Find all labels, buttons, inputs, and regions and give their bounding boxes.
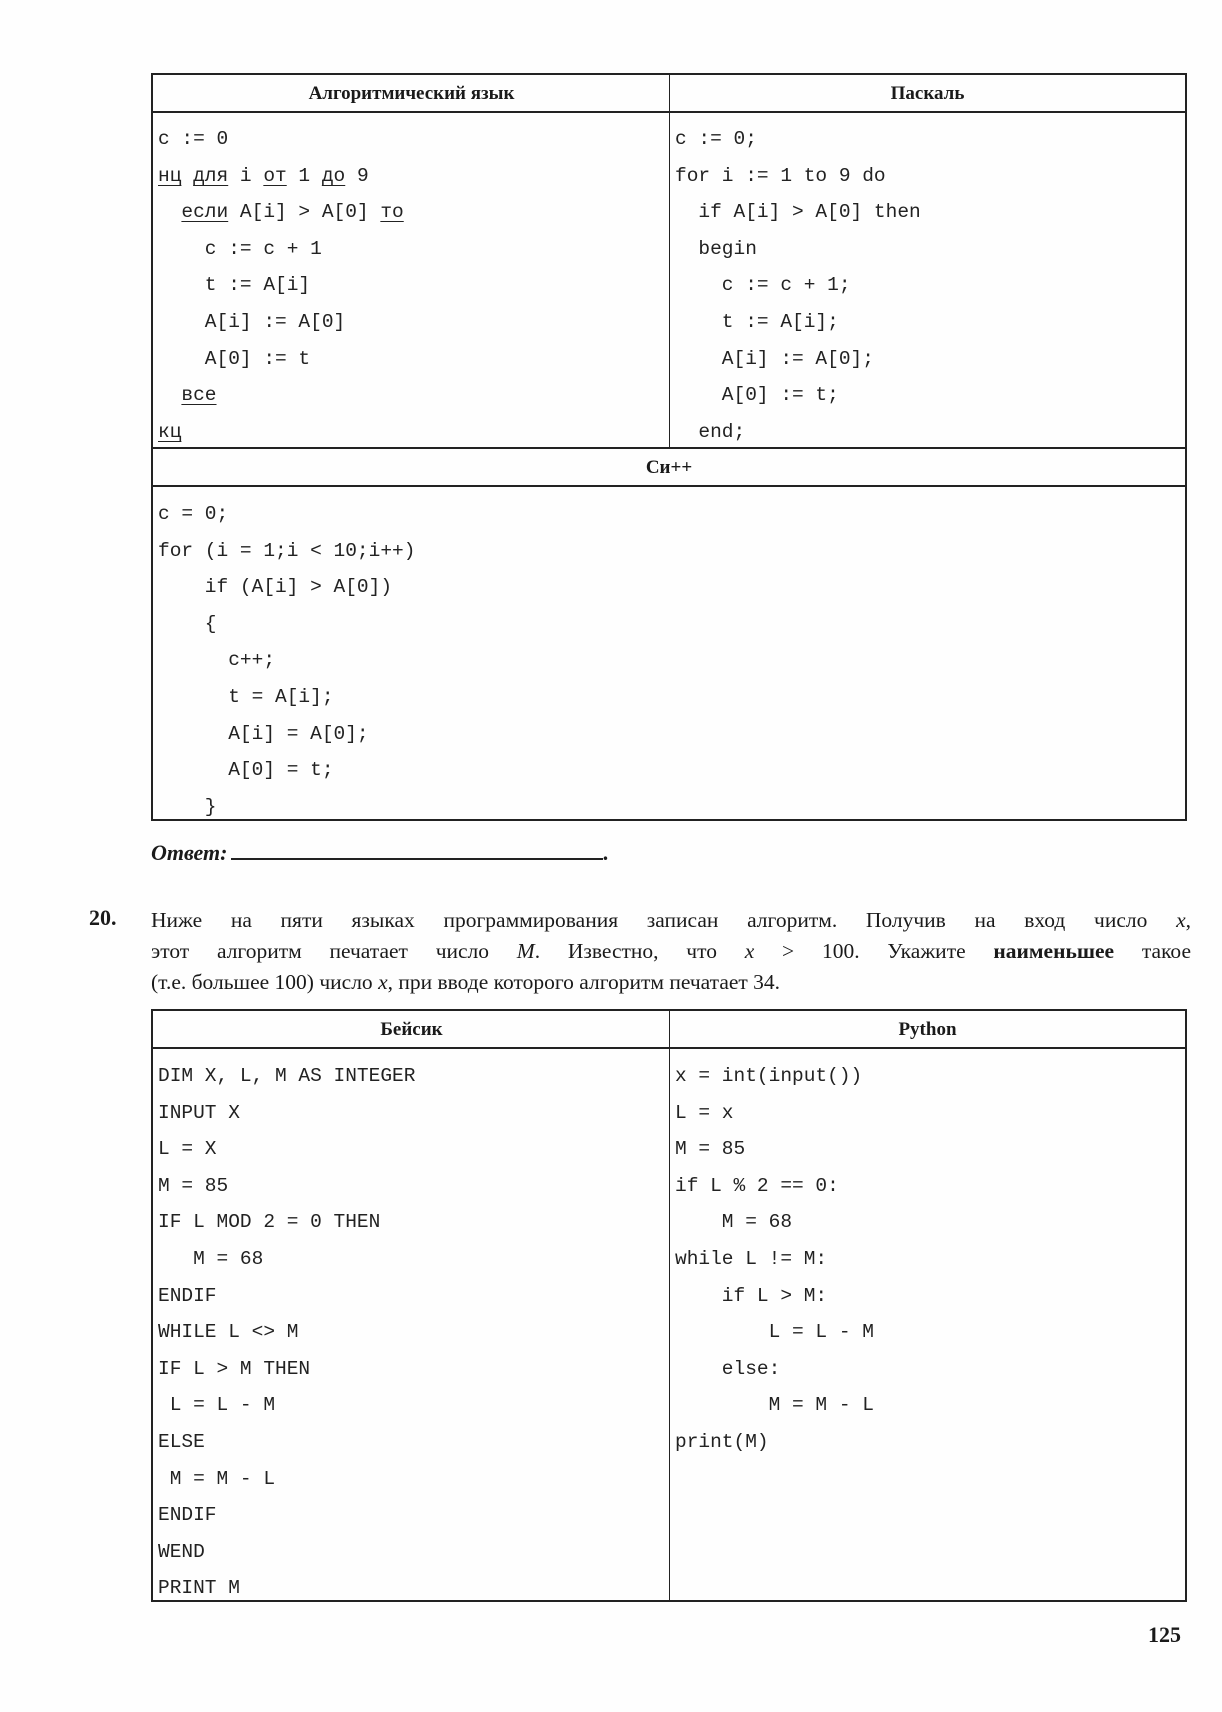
code-line: for i := 1 to 9 do bbox=[675, 164, 886, 187]
code-line: WEND bbox=[158, 1540, 205, 1563]
code-line: x = int(input()) bbox=[675, 1065, 863, 1087]
code-text: A[i] > A[0] bbox=[228, 201, 381, 224]
code-line: PRINT M bbox=[158, 1577, 240, 1600]
code-line: print(M) bbox=[675, 1430, 769, 1453]
code-line: if L % 2 == 0: bbox=[675, 1174, 839, 1197]
basic-code bbox=[158, 1058, 415, 1607]
python-code bbox=[675, 1058, 874, 1461]
code-line: M = 68 bbox=[675, 1211, 793, 1234]
code-line: c++; bbox=[158, 649, 276, 672]
code-line: IF L > M THEN bbox=[158, 1357, 311, 1380]
code-line: L = X bbox=[158, 1138, 217, 1161]
code-line bbox=[158, 194, 404, 231]
answer-field bbox=[151, 836, 609, 866]
code-line bbox=[158, 267, 404, 304]
code-line: if A[i] > A[0] then bbox=[675, 201, 921, 224]
code-line: for (i = 1;i < 10;i++) bbox=[158, 539, 416, 562]
code-line: c := c + 1; bbox=[675, 274, 851, 297]
column-divider bbox=[669, 75, 670, 449]
answer-blank[interactable] bbox=[231, 836, 603, 860]
code-text bbox=[158, 384, 181, 406]
keyword: до bbox=[321, 164, 346, 187]
code-line: ENDIF bbox=[158, 1284, 217, 1307]
code-table-1 bbox=[151, 73, 1187, 821]
code-text: t := A[i] bbox=[158, 274, 311, 297]
code-line: end; bbox=[675, 420, 746, 443]
emphasis: наименьшее bbox=[993, 939, 1115, 963]
code-line: c = 0; bbox=[158, 503, 229, 525]
header-python: Python bbox=[670, 1011, 1185, 1049]
code-line: begin bbox=[675, 237, 757, 260]
code-line: M = 85 bbox=[158, 1174, 229, 1197]
header-basic: Бейсик bbox=[153, 1011, 670, 1049]
code-line bbox=[158, 121, 404, 158]
header-cpp: Си++ bbox=[153, 449, 1185, 487]
code-line: t = A[i]; bbox=[158, 685, 334, 708]
column-divider bbox=[669, 1011, 670, 1600]
problem-line: (т.е. большее 100) число x, при вводе которого алгоритм печатает 34. bbox=[151, 970, 781, 994]
code-line: DIM X, L, M AS INTEGER bbox=[158, 1065, 416, 1087]
code-line: { bbox=[158, 612, 217, 635]
code-line: M = M - L bbox=[675, 1394, 874, 1417]
code-line: } bbox=[158, 795, 217, 818]
code-line: while L != M: bbox=[675, 1247, 828, 1270]
keyword: то bbox=[380, 201, 404, 224]
code-line: A[i] = A[0]; bbox=[158, 722, 369, 745]
code-line bbox=[158, 231, 404, 268]
problem-number: 20. bbox=[89, 905, 117, 930]
code-line bbox=[158, 304, 404, 341]
keyword: для bbox=[193, 164, 229, 187]
code-line: L = L - M bbox=[158, 1394, 276, 1417]
problem-text bbox=[151, 905, 1191, 998]
code-line: IF L MOD 2 = 0 THEN bbox=[158, 1211, 381, 1234]
cpp-code bbox=[158, 496, 415, 825]
problem-line: этот алгоритм печатает число M. Известно, что x > 100. Укажите наименьшее такое bbox=[151, 939, 1191, 963]
keyword: кц bbox=[158, 420, 182, 443]
code-line bbox=[158, 341, 404, 378]
code-line: ELSE bbox=[158, 1430, 205, 1453]
code-line: M = 85 bbox=[675, 1138, 746, 1161]
code-table-2 bbox=[151, 1009, 1187, 1602]
answer-label: Ответ: bbox=[151, 840, 228, 865]
code-line: if L > M: bbox=[675, 1284, 828, 1307]
code-line bbox=[158, 158, 404, 195]
code-text bbox=[181, 165, 193, 187]
answer-period: . bbox=[603, 840, 609, 865]
code-line: L = x bbox=[675, 1101, 734, 1124]
algorithmic-code bbox=[158, 121, 404, 450]
problem-line: Ниже на пяти языках программирования записан алгоритм. Получив на вход число x, bbox=[151, 908, 1191, 932]
code-line bbox=[158, 414, 404, 451]
code-text bbox=[158, 201, 181, 223]
code-text: 9 bbox=[345, 164, 369, 187]
code-text: c := c + 1 bbox=[158, 237, 322, 260]
code-text: c := 0 bbox=[158, 128, 229, 150]
code-line: L = L - M bbox=[675, 1321, 874, 1344]
code-line: t := A[i]; bbox=[675, 310, 839, 333]
page-number: 125 bbox=[1148, 1622, 1181, 1647]
code-text: 1 bbox=[286, 164, 322, 187]
code-line: M = 68 bbox=[158, 1247, 264, 1270]
code-line: A[0] = t; bbox=[158, 759, 334, 782]
code-text: A[i] := A[0] bbox=[158, 310, 346, 333]
code-line: M = M - L bbox=[158, 1467, 276, 1490]
code-line: INPUT X bbox=[158, 1101, 240, 1124]
code-line bbox=[158, 377, 404, 414]
code-line: WHILE L <> M bbox=[158, 1321, 299, 1344]
keyword: нц bbox=[158, 164, 182, 187]
pascal-code bbox=[675, 121, 921, 450]
code-line: if (A[i] > A[0]) bbox=[158, 576, 393, 599]
keyword: от bbox=[263, 164, 287, 187]
code-line: ENDIF bbox=[158, 1504, 217, 1527]
code-line: A[i] := A[0]; bbox=[675, 347, 874, 370]
code-line: A[0] := t; bbox=[675, 384, 839, 407]
keyword: все bbox=[181, 384, 217, 407]
code-text: i bbox=[228, 164, 264, 187]
header-pascal: Паскаль bbox=[670, 75, 1185, 113]
code-line: c := 0; bbox=[675, 128, 757, 150]
code-line: else: bbox=[675, 1357, 781, 1380]
code-text: A[0] := t bbox=[158, 347, 311, 370]
keyword: если bbox=[181, 201, 229, 224]
header-algorithmic-language: Алгоритмический язык bbox=[153, 75, 670, 113]
